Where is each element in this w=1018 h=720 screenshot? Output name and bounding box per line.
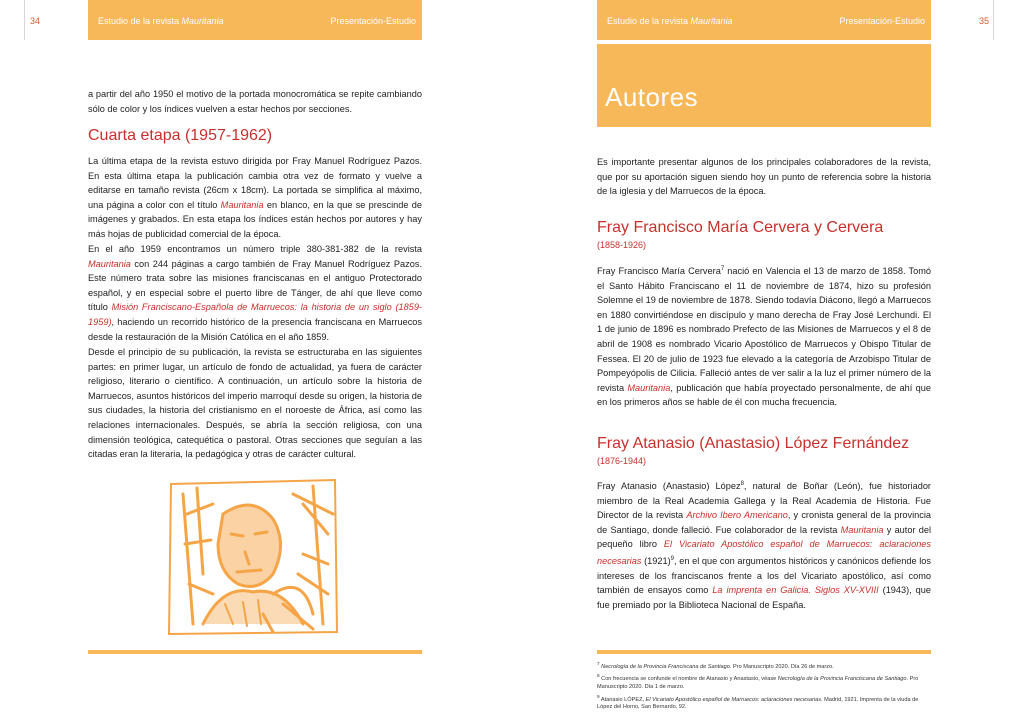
footnote-num: 9 bbox=[597, 693, 600, 699]
p2-italic-2: Misión Franciscano-Española de Marruecos: la historia de un siglo (1859-1959) bbox=[88, 302, 422, 327]
margin-line bbox=[993, 0, 994, 40]
running-header-left bbox=[88, 0, 422, 40]
footnote-ref-9: 9 bbox=[670, 556, 675, 563]
bio2-text-e: (1921) bbox=[641, 556, 671, 567]
header-title-text: Estudio de la revista bbox=[607, 16, 691, 26]
bio2-text-b: , natural de Boñar (León), fue historiador miembro de la Real Academia Gallega y la Real Academia de Historia. Fue Director de la revista bbox=[597, 481, 931, 521]
intro-paragraph: a partir del año 1950 el motivo de la portada monocromática se repite cambiando sólo de color y los índices vuelven a estar hechos por secciones. bbox=[88, 89, 422, 114]
footnote-9 bbox=[597, 693, 931, 712]
header-section-left: Presentación-Estudio bbox=[330, 16, 416, 26]
right-page bbox=[509, 0, 1018, 720]
page-number-right: 35 bbox=[979, 16, 990, 26]
footnote-text: . Pro Manuscripto 2020. Día 1 de marzo. bbox=[597, 676, 919, 690]
header-title-left bbox=[98, 16, 224, 26]
footnote-text: Con frecuencia se confunde el nombre de Atanasio y Anastasio, véase bbox=[601, 676, 778, 683]
page-title: Autores bbox=[605, 82, 699, 112]
footnote-ref-8: 8 bbox=[740, 481, 744, 487]
bio2-text-g: (1943), que fue premiado por la Biblioteca Nacional de España. bbox=[597, 585, 932, 610]
paragraph-cuarta-etapa-2 bbox=[88, 242, 422, 344]
bio1-italic: Mauritania bbox=[627, 382, 671, 393]
p1-text-b: en blanco, en la que se prescinde de imágenes y grabados. En esta etapa los índices están hechos por autores y hay más hojas de publicidad comercial de la época. bbox=[88, 199, 422, 239]
p2-italic-1: Mauritania bbox=[88, 258, 131, 269]
p1-text-a: La última etapa de la revista estuvo dirigida por Fray Manuel Rodríguez Pazos. En esta última etapa la publicación cambia otra vez de formato y vuelve a editarse en tamaño revista (26cm x 18cm). La portada se simplifica al máximo, una página a color con el título bbox=[88, 156, 422, 210]
author-dates-cervera: (1858-1926) bbox=[597, 240, 647, 250]
footer-rule-right bbox=[597, 650, 931, 654]
p1-italic: Mauritania bbox=[220, 199, 264, 210]
footnotes bbox=[597, 660, 931, 713]
section-title-cuarta-etapa: Cuarta etapa (1957-1962) bbox=[88, 127, 273, 144]
footer-rule-left bbox=[88, 650, 422, 654]
footnote-text: . Pro Manuscripto 2020. Día 26 de marzo. bbox=[729, 663, 834, 670]
running-header-right bbox=[597, 0, 931, 40]
bio2-text-c: , y cronista general de la provincia de Santiago, donde falleció. Fue colaborador de la revista bbox=[597, 510, 931, 535]
bio1-text-b: nació en Valencia el 13 de marzo de 1858. Tomó el Santo Hábito Franciscano el 11 de noviembre de 1874, hizo su profesión Solemne el 19 de noviembre de 1878. Siendo todavía Diácono, llegó a Marruecos en 1880 convirtiéndose en discípulo y mano derecha de Fray José Lerchundi. El 1 de junio de 1896 es nombrado Prefecto de las Misiones de Marruecos y el 8 de abril de 1908 es nombrado Vicario Apostólico de Marruecos y Obispo Titular de Fessea. El 20 de julio de 1923 fue elevado a la categoría de Arzobispo Titular de Pompeyópolis de Cilicia. Falleció antes de ver salir a la luz el primer número de la revista bbox=[597, 266, 931, 393]
header-title-italic: Mauritania bbox=[181, 16, 224, 26]
bio1-text-c: , publicación que había proyectado personalmente, de ahí que en los primeros años se hable de él con mucha frecuencia. bbox=[597, 382, 931, 408]
footnote-ref-7: 7 bbox=[720, 266, 725, 272]
header-title-italic: Mauritania bbox=[690, 16, 733, 26]
bio2-text-d: y autor del pequeño libro bbox=[597, 524, 932, 550]
bio2-italic-3: El Vicariato Apostólico español de Marruecos: aclaraciones necesarias bbox=[597, 539, 932, 567]
header-title-right bbox=[607, 16, 733, 26]
footnote-italic: Necrología de la Provincia Franciscana de Santiago bbox=[777, 676, 907, 683]
author-name-lopez: Fray Atanasio (Anastasio) López Fernández bbox=[597, 435, 910, 452]
woodcut-portrait-illustration bbox=[163, 474, 343, 637]
paragraph-estructura: Desde el principio de su publicación, la revista se estructuraba en las siguientes partes: en primer lugar, un artículo de fondo de actualidad, ya fuera de carácter religioso, literario o científico. A continuación, un artículo sobre la historia de Marruecos, asuntos históricos del imperio marroquí desde su origen, la historia de sus ciudades, la historia del cristianismo en el noroeste de África, así como las relaciones internacionales. Después, se abría la sección religiosa, con una dimensión teológica, catequética o pastoral. Otras secciones que seguían a las citadas eran la literaria, la pedagógica y otras de carácter cultural. bbox=[88, 347, 422, 460]
paragraph-cuarta-etapa-1 bbox=[88, 154, 422, 242]
bio2-italic-2: Mauritania bbox=[840, 524, 884, 535]
margin-line bbox=[24, 0, 25, 40]
author-bio-cervera bbox=[597, 262, 931, 410]
autores-intro: Es importante presentar algunos de los principales colaboradores de la revista, que por su aportación siguen siendo hoy un punto de referencia sobre la historia de la iglesia y del Marruecos de la época. bbox=[597, 157, 931, 197]
footnote-8 bbox=[597, 672, 931, 691]
header-section-right: Presentación-Estudio bbox=[839, 16, 925, 26]
page-title-band bbox=[597, 44, 931, 127]
footnote-italic: Necrología de la Provincia Franciscana de Santiago bbox=[601, 663, 730, 670]
p2-text-b: con 244 páginas a cargo también de Fray Manuel Rodríguez Pazos. Este número trata sobre las misiones franciscanas en el antiguo Protectorado español, y en especial sobre el puerto libre de Tánger, de ahí que lleve como título bbox=[88, 258, 422, 313]
footnote-num: 7 bbox=[597, 661, 600, 666]
header-title-text: Estudio de la revista bbox=[98, 16, 182, 26]
author-dates-lopez: (1876-1944) bbox=[597, 456, 647, 466]
bio2-text-a: Fray Atanasio (Anastasio) López bbox=[597, 481, 741, 492]
bio2-italic-4: La imprenta en Galicia. Siglos XV-XVIII bbox=[712, 585, 879, 596]
p2-text-c: , haciendo un recorrido histórico de la presencia franciscana en Marruecos desde la restauración de la Misión Católica en el año 1859. bbox=[88, 316, 422, 342]
author-bio-lopez bbox=[597, 477, 931, 612]
bio1-text-a: Fray Francisco María Cervera bbox=[597, 266, 721, 277]
footnote-num: 8 bbox=[597, 673, 600, 679]
footnote-text: Atanasio LÓPEZ, bbox=[600, 696, 646, 703]
footnote-text: . Madrid, 1921. Imprenta de la viuda de López del Horno, San Bernardo, 92. bbox=[597, 696, 919, 710]
bio2-italic-1: Archivo Ibero Americano bbox=[686, 510, 788, 521]
author-name-cervera: Fray Francisco María Cervera y Cervera bbox=[597, 219, 884, 236]
bio2-text-f: , en el que con argumentos históricos y canónicos defiende los intereses de los franciscanos frente a los del Vicariato apostólico, así como también de ensayos como bbox=[597, 556, 931, 596]
page-number-left: 34 bbox=[30, 16, 41, 26]
p2-text-a: En el año 1959 encontramos un número triple 380-381-382 de la revista bbox=[88, 244, 422, 254]
footnote-italic: El Vicariato Apostólico español de Marruecos: aclaraciones necesarias bbox=[645, 696, 821, 703]
footnote-7 bbox=[597, 660, 931, 671]
